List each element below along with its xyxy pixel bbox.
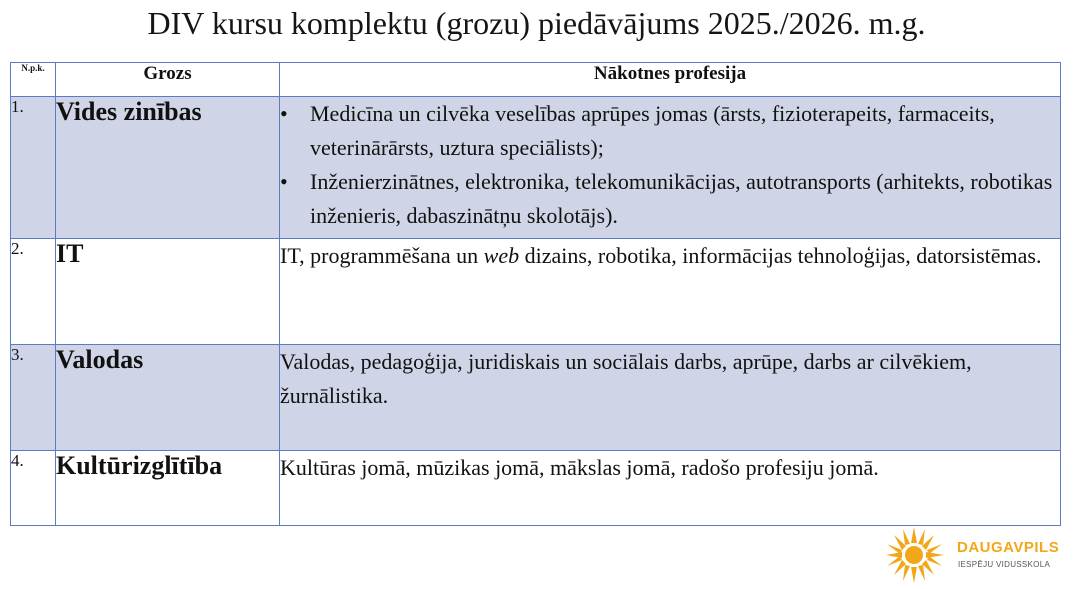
row-number: 3. [11,345,56,451]
profession-cell: Valodas, pedagoģija, juridiskais un sociālais darbs, aprūpe, darbs ar cilvēkiem, žurnālistika. [280,345,1061,451]
header-profesija: Nākotnes profesija [280,63,1061,97]
school-logo [882,525,1062,585]
basket-name: Valodas [56,345,280,451]
profession-bullet: • Medicīna un cilvēka veselības aprūpes jomas (ārsts, fizioterapeits, farmaceits, veterinārārsts, uztura speciālists); [310,97,1060,165]
logo-name: DAUGAVPILS [957,539,1060,556]
profession-cell: Kultūras jomā, mūzikas jomā, mākslas jomā, radošo profesiju jomā. [280,451,1061,526]
logo-subtitle: IESPĒJU VIDUSSKOLA [958,560,1051,569]
row-number: 2. [11,239,56,345]
course-basket-table [10,62,1061,526]
basket-name: IT [56,239,280,345]
table-row [11,451,1061,526]
sun-icon [882,525,952,585]
header-grozs: Grozs [56,63,280,97]
profession-list [280,97,1060,233]
basket-name: Kultūrizglītība [56,451,280,526]
row-number: 1. [11,97,56,239]
basket-name: Vides zinības [56,97,280,239]
table-row [11,239,1061,345]
profession-text: dizains, robotika, informācijas tehnoloģijas, datorsistēmas. [519,243,1042,268]
table-row [11,97,1061,239]
header-npk: N.p.k. [11,63,56,97]
profession-cell [280,239,1061,345]
table-header-row [11,63,1061,97]
profession-text-italic: web [483,243,520,268]
profession-cell [280,97,1061,239]
profession-bullet: • Inženierzinātnes, elektronika, telekomunikācijas, autotransports (arhitekts, robotikas inženieris, dabaszinātņu skolotājs). [310,165,1060,233]
page-title: DIV kursu komplektu (grozu) piedāvājums 2025./2026. m.g. [147,5,926,41]
table-row [11,345,1061,451]
profession-text: IT, programmēšana un [280,243,484,268]
row-number: 4. [11,451,56,526]
